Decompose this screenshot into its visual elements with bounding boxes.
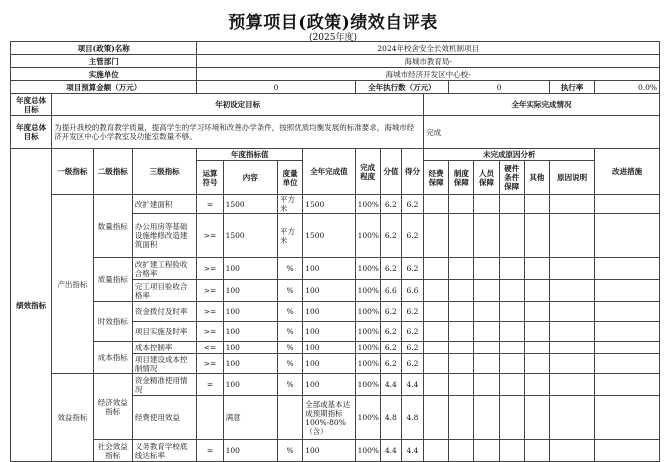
level3-cell: 项目实施及时率 — [132, 322, 197, 342]
level1-output: 产出指标 — [52, 195, 93, 374]
actual-header-col: 全年完成值 — [303, 149, 355, 195]
unit-value: 海城市经济开发区中心校- — [197, 68, 660, 81]
fix-header: 改进措施 — [595, 149, 660, 195]
score-cell: 6.2 — [380, 195, 401, 214]
got-cell: 4.8 — [401, 396, 423, 440]
degree-cell: 100% — [355, 214, 380, 258]
unit-cell: % — [278, 374, 303, 396]
table-row — [11, 440, 660, 462]
op-cell: = — [197, 374, 223, 396]
target-group-header: 年度指标值 — [197, 149, 303, 161]
reason-group-header: 未完成原因分析 — [424, 149, 595, 161]
actual-cell: 100 — [303, 280, 355, 302]
content-cell: 100 — [223, 322, 277, 342]
content-cell: 100 — [223, 354, 277, 374]
degree-cell: 100% — [355, 258, 380, 280]
score-cell: 6.2 — [380, 342, 401, 354]
level3-cell: 经费使用效益 — [132, 396, 197, 440]
degree-cell: 100% — [355, 374, 380, 396]
got-cell: 6.2 — [401, 354, 423, 374]
op-cell: >= — [197, 280, 223, 302]
op-cell: >= — [197, 214, 223, 258]
op-cell: = — [197, 440, 223, 462]
unit-label: 实施单位 — [11, 68, 197, 81]
level3-cell: 资金拨付及时率 — [132, 302, 197, 322]
content-cell: 1500 — [223, 195, 277, 214]
degree-header: 完成程度 — [355, 149, 380, 195]
score-cell: 6.2 — [380, 258, 401, 280]
score-cell: 6.2 — [380, 322, 401, 342]
degree-cell: 100% — [355, 302, 380, 322]
report-title: 预算项目(政策)绩效自评表 — [228, 13, 438, 33]
score-cell: 4.8 — [380, 396, 401, 440]
goal-header-row — [11, 94, 660, 116]
performance-table — [10, 41, 660, 462]
op-cell: >= — [197, 258, 223, 280]
level2-quality: 质量指标 — [93, 258, 132, 302]
level2-header: 二级指标 — [93, 149, 132, 195]
content-cell: 100 — [223, 258, 277, 280]
got-cell: 6.2 — [401, 258, 423, 280]
degree-cell: 100% — [355, 322, 380, 342]
actual-cell: 100 — [303, 302, 355, 322]
level3-cell: 义务教育学校底线达标率 — [132, 440, 197, 462]
budget-row — [11, 81, 660, 94]
reason-fund-header: 经费保障 — [424, 161, 449, 195]
level3-cell: 项目建设成本控制情况 — [132, 354, 197, 374]
report-year: (2025年度) — [309, 33, 357, 43]
unit-cell: 平方米 — [278, 195, 303, 214]
level2-timeliness: 时效指标 — [93, 302, 132, 342]
unit-cell: % — [278, 302, 303, 322]
actual-cell: 100 — [303, 440, 355, 462]
got-cell: 6.2 — [401, 214, 423, 258]
exec-amount-label: 全年执行数（万元） — [355, 81, 449, 94]
op-cell: >= — [197, 354, 223, 374]
level3-cell: 办公用房等基础设施维修改造建筑面积 — [132, 214, 197, 258]
degree-cell: 100% — [355, 440, 380, 462]
unit-cell: % — [278, 322, 303, 342]
project-name-row — [11, 42, 660, 55]
got-cell: 6.6 — [401, 280, 423, 302]
unit-cell — [278, 396, 303, 440]
table-row — [11, 302, 660, 322]
score-cell: 4.4 — [380, 374, 401, 396]
got-header: 得分 — [401, 149, 423, 195]
content-cell: 100 — [223, 280, 277, 302]
content-cell: 100 — [223, 374, 277, 396]
content-header: 内容 — [223, 161, 277, 195]
degree-cell: 100% — [355, 342, 380, 354]
dept-row — [11, 55, 660, 68]
got-cell: 6.2 — [401, 195, 423, 214]
op-cell: >= — [197, 302, 223, 322]
level3-cell: 改扩建工程验收合格率 — [132, 258, 197, 280]
score-cell: 6.6 — [380, 280, 401, 302]
project-name-value: 2024年校舍安全长效机制项目 — [197, 42, 660, 55]
op-cell: = — [197, 195, 223, 214]
level2-cost: 成本指标 — [93, 342, 132, 374]
reason-other-header: 其他 — [524, 161, 549, 195]
unit-cell: % — [278, 280, 303, 302]
reason-hardware-header: 硬件条件保障 — [499, 161, 524, 195]
content-cell: 1500 — [223, 214, 277, 258]
got-cell: 6.2 — [401, 342, 423, 354]
actual-text: 完成 — [424, 116, 660, 149]
level2-social: 社会效益指标 — [93, 440, 132, 462]
table-row — [11, 374, 660, 396]
unit-cell: % — [278, 354, 303, 374]
degree-cell: 100% — [355, 354, 380, 374]
initial-goal-text: 为提升我校的教育教学质量，提高学生的学习环境和改善办学条件，按照优质均衡发展的标准要求，海城市经济开发区中心小学教室及功能室数量不够。 — [52, 116, 424, 149]
op-cell: <= — [197, 342, 223, 354]
goal-row-label-2: 年度总体目标 — [11, 116, 52, 149]
op-cell — [197, 396, 223, 440]
level2-quantity: 数量指标 — [93, 195, 132, 258]
actual-cell: 100 — [303, 342, 355, 354]
got-cell: 4.4 — [401, 374, 423, 396]
level1-header: 一级指标 — [52, 149, 93, 195]
actual-cell: 1500 — [303, 195, 355, 214]
dept-value: 海城市教育局- — [197, 55, 660, 68]
score-cell: 6.2 — [380, 302, 401, 322]
unit-cell: % — [278, 440, 303, 462]
exec-amount-value: 0 — [449, 81, 550, 94]
project-name-label: 项目(政策)名称 — [11, 42, 197, 55]
score-cell: 4.4 — [380, 440, 401, 462]
actual-cell: 100 — [303, 354, 355, 374]
budget-value: 0 — [197, 81, 355, 94]
got-cell: 6.2 — [401, 322, 423, 342]
level3-cell: 改扩建面积 — [132, 195, 197, 214]
level3-cell: 资金精准使用情况 — [132, 374, 197, 396]
actual-cell: 100 — [303, 258, 355, 280]
level1-benefit: 效益指标 — [52, 374, 93, 462]
table-row — [11, 195, 660, 214]
reason-staff-header: 人员保障 — [474, 161, 499, 195]
goal-text-row — [11, 116, 660, 149]
perf-header-row-1 — [11, 149, 660, 161]
content-cell: 满意 — [223, 396, 277, 440]
actual-header: 全年实际完成情况 — [424, 94, 660, 116]
op-cell: >= — [197, 322, 223, 342]
content-cell: 100 — [223, 302, 277, 322]
exec-rate-label: 执行率 — [550, 81, 595, 94]
actual-cell: 100 — [303, 322, 355, 342]
budget-label: 项目预算金额（万元） — [11, 81, 197, 94]
unit-cell: % — [278, 342, 303, 354]
goal-row-label: 年度总体目标 — [11, 94, 52, 116]
level3-cell: 完工项目验收合格率 — [132, 280, 197, 302]
actual-cell: 1500 — [303, 214, 355, 258]
level3-header: 三级指标 — [132, 149, 197, 195]
score-cell: 6.2 — [380, 354, 401, 374]
table-row — [11, 342, 660, 354]
dept-label: 主管部门 — [11, 55, 197, 68]
content-cell: 100 — [223, 342, 277, 354]
level3-cell: 成本控制率 — [132, 342, 197, 354]
op-header: 运算符号 — [197, 161, 223, 195]
score-header: 分值 — [380, 149, 401, 195]
degree-cell: 100% — [355, 280, 380, 302]
unit-cell: % — [278, 258, 303, 280]
unit-header: 度量单位 — [278, 161, 303, 195]
reason-system-header: 制度保障 — [449, 161, 474, 195]
content-cell: 100 — [223, 440, 277, 462]
reason-note-header: 原因说明 — [550, 161, 595, 195]
table-row — [11, 258, 660, 280]
score-cell: 6.2 — [380, 214, 401, 258]
actual-cell: 100 — [303, 374, 355, 396]
unit-row — [11, 68, 660, 81]
level2-economic: 经济效益指标 — [93, 374, 132, 440]
unit-cell: 平方米 — [278, 214, 303, 258]
perf-section-label: 绩效指标 — [11, 149, 52, 462]
degree-cell: 100% — [355, 195, 380, 214]
initial-goal-header: 年初设定目标 — [52, 94, 424, 116]
got-cell: 6.2 — [401, 302, 423, 322]
got-cell: 4.4 — [401, 440, 423, 462]
degree-cell: 100% — [355, 396, 380, 440]
exec-rate-value: 0.0% — [595, 81, 660, 94]
actual-cell: 全部或基本达成预期指标100%-80%（含） — [303, 396, 355, 440]
